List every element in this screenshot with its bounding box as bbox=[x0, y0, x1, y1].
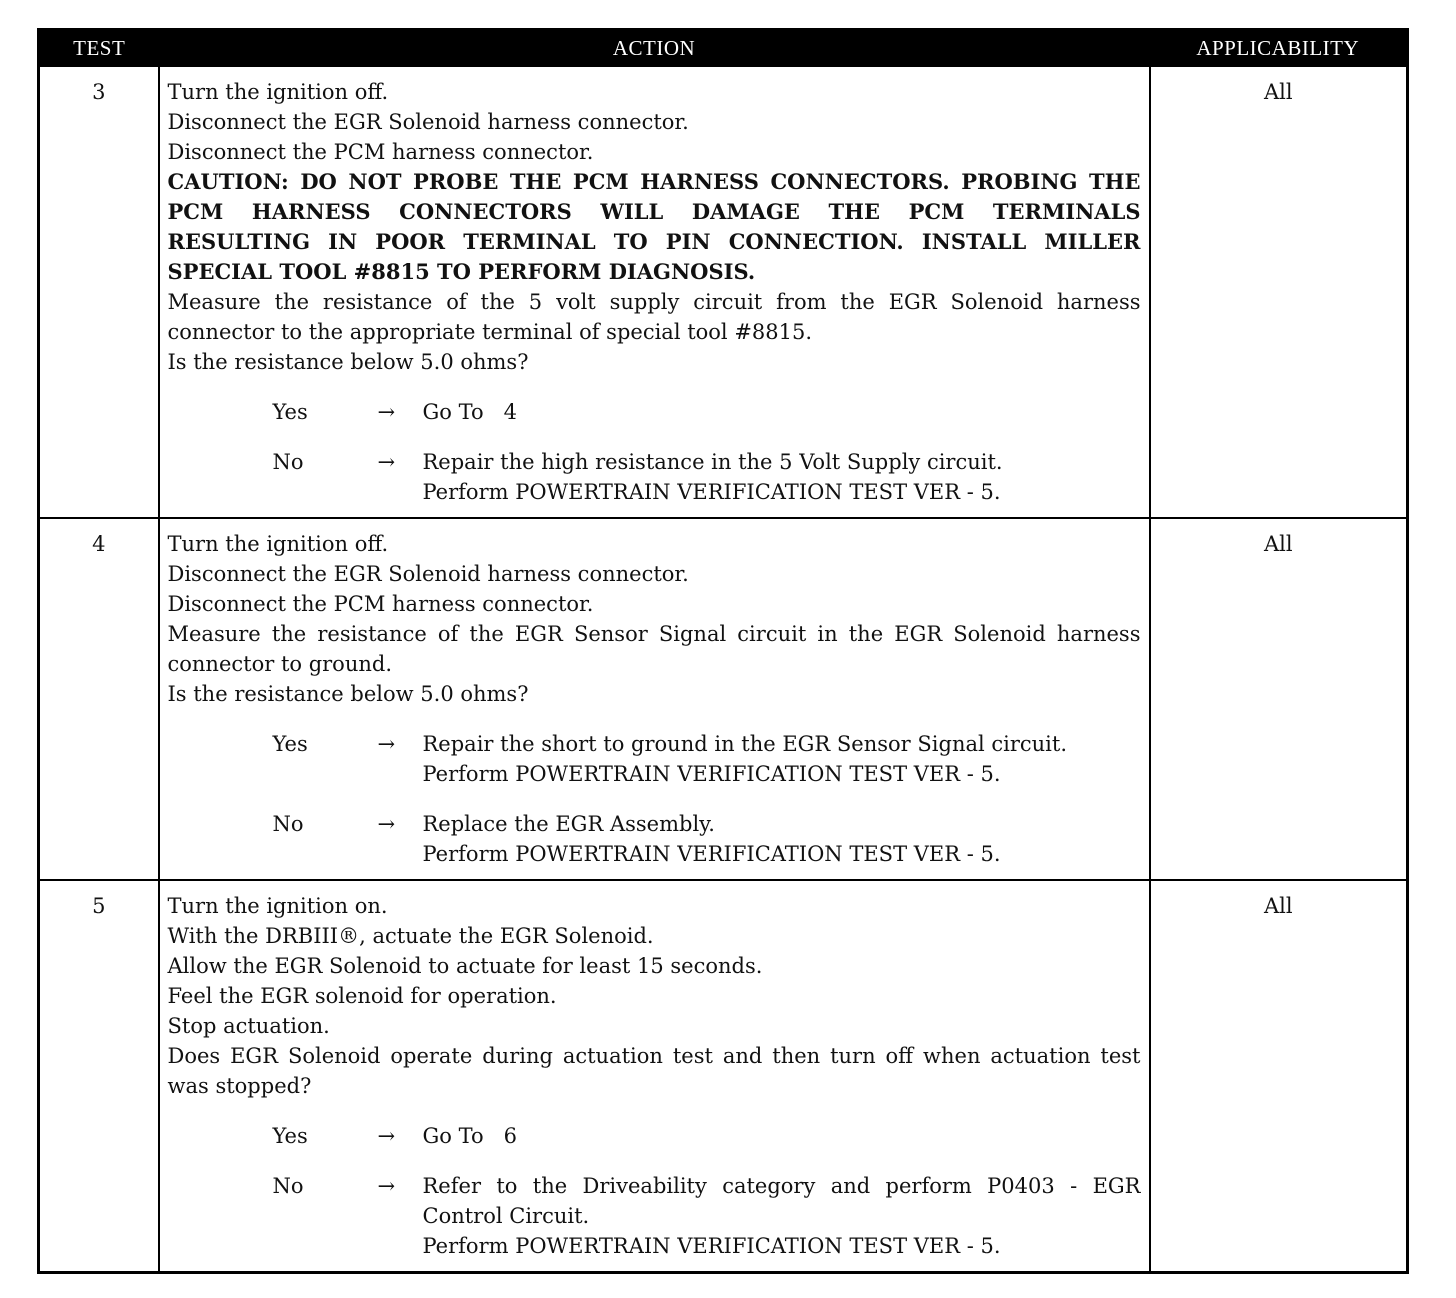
outcome-line: Perform POWERTRAIN VERIFICATION TEST VER - 5. bbox=[422, 1234, 1001, 1258]
caution-text: CAUTION: DO NOT PROBE THE PCM HARNESS CONNECTORS. PROBING THE PCM HARNESS CONNECTORS WILL DAMAGE THE PCM TERMINALS RESULTING IN POOR TERMINAL TO PIN CONNECTION. INSTALL MILLER SPECIAL TOOL #8815 TO PERFORM DIAGNOSIS. bbox=[167, 169, 1141, 284]
action-step: Measure the resistance of the 5 volt supply circuit from the EGR Solenoid harness connector to the appropriate terminal of special tool #8815. bbox=[167, 290, 1141, 344]
outcome-label: No bbox=[272, 812, 304, 836]
header-test: TEST bbox=[39, 30, 159, 67]
outcome-result bbox=[423, 1121, 1141, 1151]
arrow-icon: → bbox=[377, 450, 396, 474]
outcome-line: Perform POWERTRAIN VERIFICATION TEST VER - 5. bbox=[422, 480, 1001, 504]
outcome-label: Yes bbox=[272, 732, 308, 756]
arrow-icon: → bbox=[377, 732, 396, 756]
action-step: With the DRBIII®, actuate the EGR Solenoid. bbox=[167, 924, 654, 948]
outcome-no bbox=[168, 1171, 1141, 1261]
action-step: Measure the resistance of the EGR Sensor Signal circuit in the EGR Solenoid harness connector to ground. bbox=[167, 622, 1141, 676]
arrow-icon: → bbox=[377, 812, 396, 836]
action-cell bbox=[159, 880, 1150, 1272]
test-number: 5 bbox=[39, 880, 159, 1272]
action-step: Turn the ignition off. bbox=[167, 80, 389, 104]
header-row bbox=[39, 30, 1408, 67]
outcome-line: Go To 4 bbox=[422, 400, 517, 424]
outcome-result bbox=[423, 1171, 1141, 1261]
table-row bbox=[39, 66, 1408, 518]
arrow-icon: → bbox=[377, 1174, 396, 1198]
arrow-icon: → bbox=[377, 400, 396, 424]
outcome-line: Perform POWERTRAIN VERIFICATION TEST VER - 5. bbox=[422, 842, 1001, 866]
outcome-yes bbox=[168, 1121, 1141, 1151]
arrow-icon: → bbox=[377, 1124, 396, 1148]
outcome-result bbox=[423, 397, 1141, 427]
outcome-label: Yes bbox=[272, 1124, 308, 1148]
header-applicability: APPLICABILITY bbox=[1150, 30, 1408, 67]
test-number: 3 bbox=[39, 66, 159, 518]
outcome-result bbox=[423, 809, 1141, 869]
question-text: Does EGR Solenoid operate during actuation test and then turn off when actuation test was stopped? bbox=[167, 1044, 1141, 1098]
action-step: Allow the EGR Solenoid to actuate for least 15 seconds. bbox=[167, 954, 763, 978]
table-row bbox=[39, 518, 1408, 880]
outcome-label: No bbox=[272, 1174, 304, 1198]
table-row bbox=[39, 880, 1408, 1272]
outcome-line: Go To 6 bbox=[422, 1124, 517, 1148]
question-text: Is the resistance below 5.0 ohms? bbox=[167, 682, 529, 706]
outcome-label: No bbox=[272, 450, 304, 474]
action-step: Disconnect the EGR Solenoid harness connector. bbox=[167, 562, 689, 586]
applicability-value: All bbox=[1150, 880, 1408, 1272]
outcome-line: Repair the high resistance in the 5 Volt Supply circuit. bbox=[422, 450, 1003, 474]
action-step: Turn the ignition off. bbox=[167, 532, 389, 556]
outcome-label: Yes bbox=[272, 400, 308, 424]
outcome-no bbox=[168, 809, 1141, 869]
applicability-value: All bbox=[1150, 518, 1408, 880]
applicability-value: All bbox=[1150, 66, 1408, 518]
header-action: ACTION bbox=[159, 30, 1150, 67]
outcome-result bbox=[423, 447, 1141, 507]
question-text: Is the resistance below 5.0 ohms? bbox=[167, 350, 529, 374]
diagnostic-table bbox=[37, 28, 1409, 1274]
outcome-line: Repair the short to ground in the EGR Sensor Signal circuit. bbox=[422, 732, 1068, 756]
action-step: Disconnect the PCM harness connector. bbox=[167, 140, 594, 164]
outcome-yes bbox=[168, 729, 1141, 789]
action-step: Disconnect the PCM harness connector. bbox=[167, 592, 594, 616]
action-step: Feel the EGR solenoid for operation. bbox=[167, 984, 557, 1008]
action-step: Disconnect the EGR Solenoid harness connector. bbox=[167, 110, 689, 134]
outcome-line: Perform POWERTRAIN VERIFICATION TEST VER - 5. bbox=[422, 762, 1001, 786]
outcome-no bbox=[168, 447, 1141, 507]
action-step: Turn the ignition on. bbox=[167, 894, 388, 918]
outcome-line: Refer to the Driveability category and perform P0403 - EGR Control Circuit. bbox=[422, 1174, 1141, 1228]
outcome-yes bbox=[168, 397, 1141, 427]
outcome-line: Replace the EGR Assembly. bbox=[422, 812, 715, 836]
outcome-result bbox=[423, 729, 1141, 789]
test-number: 4 bbox=[39, 518, 159, 880]
action-cell bbox=[159, 518, 1150, 880]
action-cell bbox=[159, 66, 1150, 518]
action-step: Stop actuation. bbox=[167, 1014, 330, 1038]
